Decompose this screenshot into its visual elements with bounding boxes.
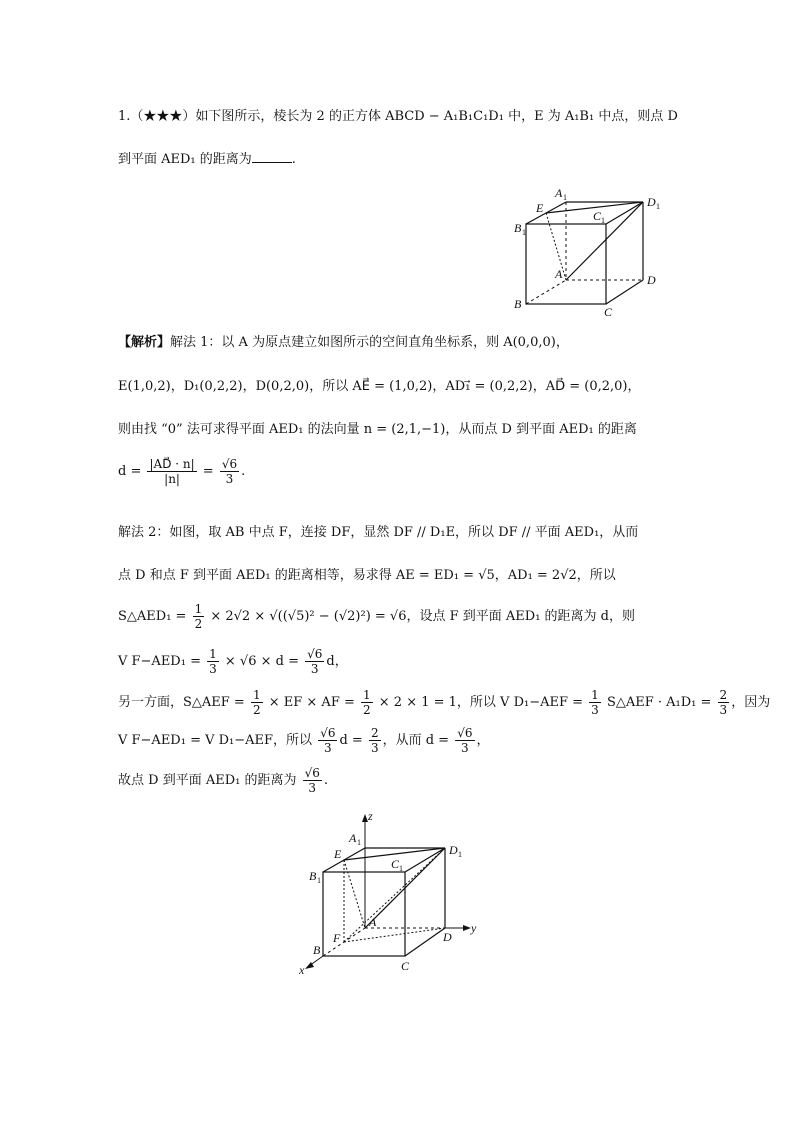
- fig2-label-A: A: [369, 915, 377, 929]
- svg-text:1: 1: [563, 193, 567, 202]
- fig1-label-B1: B: [514, 221, 522, 235]
- solution-line-11: 故点 D 到平面 AED₁ 的距离为 $\frac{√6}{3}$ .: [118, 766, 329, 795]
- problem-line-1: [118, 108, 678, 126]
- solution-line-8: V F−AED₁ = $\frac{1}{3}$ × √6 × d = $\frac{√6}{3}$ d，: [118, 647, 348, 676]
- fig2-label-y: y: [471, 921, 477, 935]
- solution-text-5: 解法 2：如图，取 AB 中点 F，连接 DF，显然 DF // D₁E，所以 DF // 平面 AED₁，从而: [118, 525, 639, 540]
- fig1-label-A: A: [555, 267, 563, 281]
- solution-text-3: 则由找 “0” 法可求得平面 AED₁ 的法向量 n = (2,1,−1)，从而点 D 到平面 AED₁ 的距离: [118, 422, 637, 437]
- fig1-label-A1: A: [555, 186, 563, 200]
- fig2-label-C1: C: [391, 857, 400, 871]
- svg-text:1: 1: [601, 216, 605, 225]
- cube-figure-1: [505, 182, 675, 317]
- problem-text-2: 到平面 AED₁ 的距离为: [118, 152, 252, 167]
- svg-text:1: 1: [458, 850, 462, 859]
- solution-line-6: [118, 567, 616, 585]
- svg-text:1: 1: [656, 202, 660, 211]
- svg-text:1: 1: [399, 864, 403, 873]
- svg-text:1: 1: [522, 228, 526, 237]
- solution-line-9: 另一方面，S△AEF = $\frac{1}{2}$ × EF × AF = $\frac{1}{2}$ × 2 × 1 = 1，所以 V D₁−AEF = $\frac{1}{3}$ S△AEF · A₁D₁ = $\frac{2}{3}$ ，因为: [118, 688, 771, 717]
- distance-d: d =: [118, 464, 146, 479]
- solution-line-1: [118, 334, 569, 352]
- svg-text:1: 1: [317, 876, 321, 885]
- fig2-label-B: B: [313, 943, 321, 957]
- fig1-label-D: D: [647, 273, 656, 287]
- fig2-label-D: D: [443, 930, 452, 944]
- solution-heading: 【解析】: [118, 335, 171, 350]
- fig2-label-E: E: [334, 847, 342, 861]
- solution-line-5: [118, 524, 638, 542]
- solution-line-2: [118, 378, 641, 396]
- fig1-label-B: B: [514, 297, 522, 311]
- distance-result: $\frac{√6}{3}$: [221, 457, 238, 486]
- solution-text-1: 解法 1：以 A 为原点建立如图所示的空间直角坐标系，则 A(0,0,0)，: [170, 335, 569, 350]
- solution-line-10: V F−AED₁ = V D₁−AEF，所以 $\frac{√6}{3}$ d = $\frac{2}{3}$ ，从而 d = $\frac{√6}{3}$ ，: [118, 726, 490, 755]
- problem-text-2-end: .: [291, 152, 296, 167]
- answer-blank: [252, 150, 292, 163]
- fig2-label-z: z: [368, 809, 373, 823]
- fig2-label-x: x: [299, 963, 305, 977]
- fig2-label-A1: A: [349, 831, 357, 845]
- cube-figure-2: [295, 808, 485, 978]
- solution-text-6: 点 D 和点 F 到平面 AED₁ 的距离相等，易求得 AE = ED₁ = √5，AD₁ = 2√2，所以: [118, 568, 616, 583]
- fig2-label-C: C: [401, 959, 410, 973]
- fig1-label-C: C: [604, 305, 613, 317]
- problem-text-1: 1.（★★★）如下图所示，棱长为 2 的正方体 ABCD − A₁B₁C₁D₁ 中，E 为 A₁B₁ 中点，则点 D: [118, 109, 678, 124]
- distance-fraction: $\frac{|AD⃗ \cdot n|}{|n|}$: [149, 457, 195, 486]
- fig1-label-E: E: [536, 201, 544, 215]
- fig2-label-B1: B: [309, 869, 317, 883]
- solution-text-2: E(1,0,2)，D₁(0,2,2)，D(0,2,0)，所以 AE⃗ = (1,0,2)，AD₁⃗ = (0,2,2)，AD⃗ = (0,2,0)，: [118, 379, 641, 394]
- fig2-label-D1: D: [449, 843, 458, 857]
- solution-line-3: [118, 421, 637, 439]
- svg-text:1: 1: [357, 838, 361, 847]
- problem-line-2: [118, 150, 296, 169]
- fig1-label-C1: C: [593, 209, 602, 223]
- fig2-label-F: F: [333, 931, 341, 945]
- fig1-label-D1: D: [647, 195, 656, 209]
- solution-line-7: S△AED₁ = $\frac{1}{2}$ × 2√2 × √((√5)² − (√2)²) = √6，设点 F 到平面 AED₁ 的距离为 d，则: [118, 602, 635, 631]
- solution-line-4: d = $\frac{|AD⃗ \cdot n|}{|n|}$ = $\frac{√6}{3}$ .: [118, 457, 246, 486]
